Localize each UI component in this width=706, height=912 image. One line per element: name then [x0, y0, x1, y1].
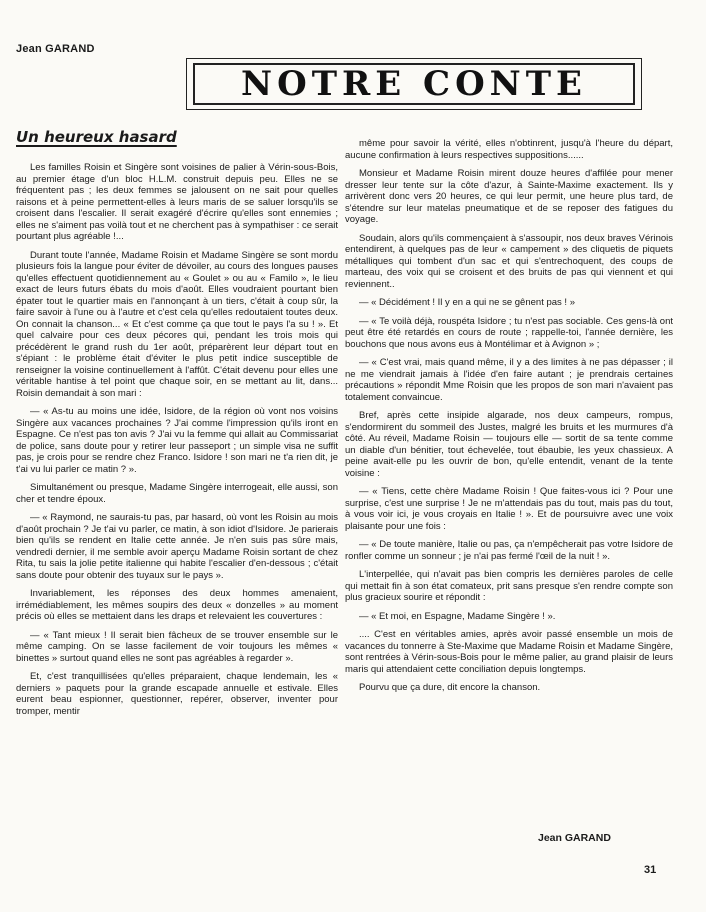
paragraph: — « Te voilà déjà, rouspéta Isidore ; tu n'est pas sociable. Ces gens-là ont peut être été retardés en cours de route ; rappelle-toi, l'année dernière, les bouchons que nous avons eus à Montélimar et à Avignon » ; — [345, 315, 673, 350]
page-number: 31 — [644, 864, 657, 876]
paragraph: Simultanément ou presque, Madame Singère interrogeait, elle aussi, son cher et tendre époux. — [16, 482, 338, 505]
paragraph: Soudain, alors qu'ils commençaient à s'assoupir, nos deux braves Vérinois entendirent, à quelques pas de leur « campement » des cliquetis de piquets métalliques qui tombent d'un sac et qui s'entrechoquent, des coups de marteau, des voix qui se croisent et des bruits de pas qui viennent et qui reviennent.. — [345, 232, 673, 290]
paragraph: — « Raymond, ne saurais-tu pas, par hasard, où vont les Roisin au mois d'août prochain ? Je t'ai vu parler, ce matin, à son idiot d'Isidore. Je parierais bien qu'ils se rendent en Italie cette année. Je n'en suis pas sûre mais, vendredi dernier, il me semble avoir aperçu Madame Roisin sortant de chez Rita, tu sais la jolie petite italienne qui habite l'escalier d'en-dessous ; c'était sans doute pour obtenir des tuyaux sur le pays ». — [16, 512, 338, 581]
story-title: Un heureux hasard — [16, 128, 177, 146]
author-name: Jean GARAND — [16, 43, 95, 55]
paragraph: Et, c'est tranquillisées qu'elles préparaient, chaque lendemain, les « derniers » paquets pour la grande escapade annuelle et estivale. Elles eurent beau espionner, questionner, repérer, observer, inventer pour tromper, mentir — [16, 671, 338, 717]
paragraph: Invariablement, les réponses des deux hommes amenaient, irrémédiablement, les mêmes soupirs des deux « donzelles » au moment précis où elles se mettaient dans les draps et relevaient les couvertures : — [16, 588, 338, 622]
paragraph: L'interpellée, qui n'avait pas bien compris les dernières paroles de celle qui mettait fin à son état comateux, prit sans presque s'en rendre compte son plus gracieux sourire et répondit : — [345, 569, 673, 603]
paragraph: Bref, après cette insipide algarade, nos deux campeurs, rompus, s'endormirent du sommeil des Justes, malgré les bruits et les murmures d'à côté. Au réveil, Madame Roisin — toujours elle — sortit de sa tente comme un diable d'un bénitier, tout échevelée, tout ébaubie, les yeux chassieux. A peine avait-elle pu les ouvrir de bon, qu'elle entendit, venant de la tente voisine : — [345, 410, 673, 479]
paragraph: — « Et moi, en Espagne, Madame Singère ! ». — [359, 610, 556, 622]
paragraph: — « De toute manière, Italie ou pas, ça n'empêcherait pas votre Isidore de ronfler comme un sonneur ; je n'ai pas fermé l'œil de la nuit ! ». — [345, 539, 673, 562]
author-signature: Jean GARAND — [538, 832, 611, 844]
left-column — [16, 162, 338, 724]
paragraph: — « Décidément ! Il y en a qui ne se gênent pas ! » — [359, 297, 575, 308]
paragraph: — « Tiens, cette chère Madame Roisin ! Que faites-vous ici ? Pour une surprise, c'est une surprise ! Je ne m'attendais pas du tout, mais pas du tout, à vous voir ici, je vous croyais en Italie ! ». Et de poursuivre avec une voix plaisante pour une fois : — [345, 486, 673, 532]
paragraph: — « As-tu au moins une idée, Isidore, de la région où vont nos voisins Singère aux vacances prochaines ? J'ai comme l'impression qu'ils iront en Espagne. Ce n'est pas ton avis ? J'ai vu la femme qui allait au Commissariat de police, sans doute pour y retirer leur passeport ; un simple visa ne suffit pas, je crois pour se rendre chez Franco. Isidore ! son mari ne t'a rien dit, je t'ai vu lui parler ce matin ? ». — [16, 406, 338, 475]
section-title: NOTRE CONTE — [241, 64, 587, 104]
paragraph: Monsieur et Madame Roisin mirent douze heures d'affilée pour mener dresser leur tente sur la côte d'azur, à Sainte-Maxime exactement. Ils y arrivèrent donc vers 20 heures, ce qui leur permit, une heure plus tard, de s'étendre sur leur matelas pneumatique et de se reposer des fatigues du voyage. — [345, 168, 673, 225]
paragraph: — « C'est vrai, mais quand même, il y a des limites à ne pas dépasser ; il ne me viendrait jamais à l'idée d'en faire autant ; je prendrais certaines précautions » répondit Mme Roisin que les propos de son mari n'avaient pas totalement convaincue. — [345, 357, 673, 403]
paragraph: — « Tant mieux ! Il serait bien fâcheux de se trouver ensemble sur le même camping. On se lasse facilement de voir toujours les mêmes « binettes » surtout quand elles ne sont pas agréables à regarder ». — [16, 629, 338, 664]
section-title-inner-frame — [193, 63, 635, 105]
paragraph: Durant toute l'année, Madame Roisin et Madame Singère se sont mordu plusieurs fois la langue pour éviter de dévoiler, au cours des longues pauses qu'elles effectuent quotidiennement au « Goulet » ou au « Familo », le lieu exact de leurs futurs ébats du mois d'août. Elles voudraient pourtant bien épater tout le quartier mais en l'annonçant à un tiers, c'était à coup sûr, la faire savoir à l'une ou à l'autre et c'est cela qu'elles redoutaient toutes deux. On connait la chanson... « Et c'est comme ça que tout le pays l'a su ! ». Et quel calvaire pour ces deux pécores qui, pendant les trois mois qui précédèrent le grand rush du 1er août, préparèrent leur départ tout en s'épiant : le problème était d'éviter le plus petit indice susceptible de renseigner la voisine continuellement à l'affût. C'était devenu pour elles une véritable hantise à tel point que chaque soir, en se mettant au lit, dans... Roisin demandait à son mari : — [16, 249, 338, 399]
paragraph: Les familles Roisin et Singère sont voisines de palier à Vérin-sous-Bois, au premier étage d'un bloc H.L.M. construit depuis peu. Elles ne se fréquentent pas ; les deux femmes se jalousent on ne sait pour quelles raisons et à peine permettent-elles à leurs maris de se saluer lorsqu'ils se croisent dans l'escalier. Il serait exagéré d'écrire qu'elles sont ennemies ; elles ne s'aiment pas voilà tout et ne cherchent pas à sympathiser : ce serait pourtant plus agréable !... — [16, 162, 338, 242]
paragraph: Pourvu que ça dure, dit encore la chanson. — [359, 682, 541, 693]
section-title-frame — [186, 58, 642, 110]
paragraph: même pour savoir la vérité, elles n'obtinrent, jusqu'à l'heure du départ, aucune confirmation à leurs respectives suppositions...... — [345, 138, 673, 161]
right-column — [345, 138, 673, 701]
paragraph: .... C'est en véritables amies, après avoir passé ensemble un mois de vacances du tonnerre à Ste-Maxime que Madame Roisin et Madame Singère, sont rentrées à Vérin-sous-Bois pour le même palier, au grand plaisir de leurs maris qui attendaient cette conciliation depuis longtemps. — [345, 629, 673, 675]
